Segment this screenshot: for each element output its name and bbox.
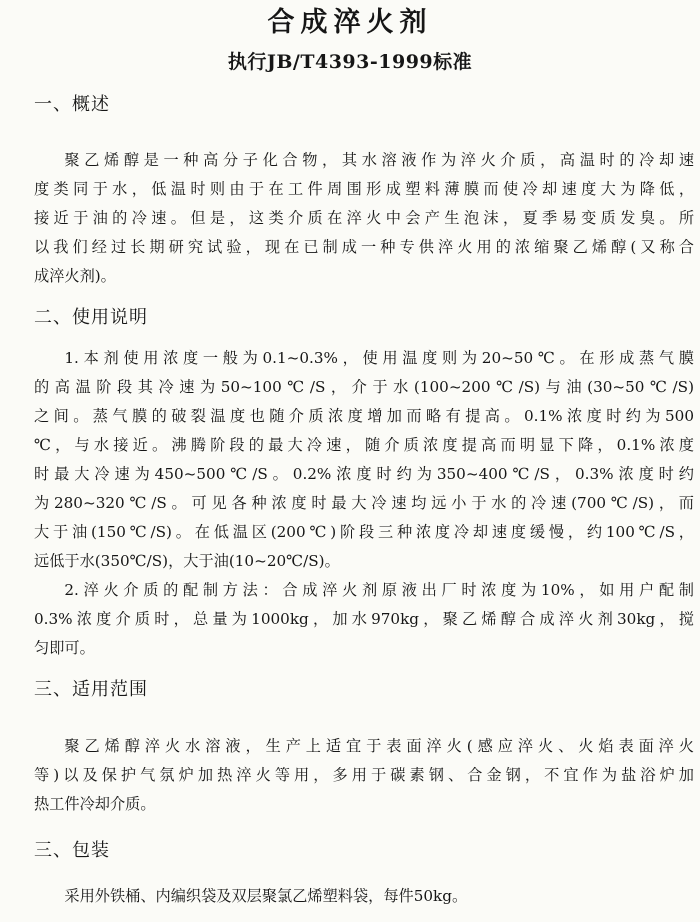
paragraph-line: 2.淬火介质的配制方法：合成淬火剂原液出厂时浓度为10%，如用户配制: [64, 581, 694, 599]
section-body-scope: [34, 732, 694, 819]
paragraph-line: 聚乙烯醇淬火水溶液，生产上适宜于表面淬火(感应淬火、火焰表面淬火: [64, 737, 694, 755]
paragraph-line: 1.本剂使用浓度一般为0.1~0.3%，使用温度则为20~50℃。在形成蒸气膜: [64, 349, 694, 367]
paragraph-line: 等)以及保护气氛炉加热淬火等用，多用于碳素钢、合金钢，不宜作为盐浴炉加: [34, 766, 694, 784]
document-subtitle: 执行JB/T4393-1999标准: [227, 51, 473, 73]
paragraph-line: 聚乙烯醇是一种高分子化合物，其水溶液作为淬火介质，高温时的冷却速: [64, 151, 694, 169]
section-heading-overview: 一、概述: [34, 94, 110, 115]
paragraph-line: 接近于油的冷速。但是，这类介质在淬火中会产生泡沫，夏季易变质发臭。所: [34, 209, 694, 227]
paragraph-line: 成淬火剂)。: [34, 267, 116, 285]
paragraph-line: 大于油(150℃/S)。在低温区(200℃)阶段三种浓度冷却速度缓慢，约100℃/S，: [34, 523, 694, 541]
paragraph-line: ℃，与水接近。沸腾阶段的最大冷速，随介质浓度提高而明显下降，0.1%浓度: [34, 436, 694, 454]
section-body-overview: [34, 146, 694, 291]
section-heading-scope: 三、适用范围: [34, 679, 148, 700]
section-body-packaging: [34, 882, 694, 911]
paragraph-line: 之间。蒸气膜的破裂温度也随介质浓度增加而略有提高。0.1%浓度时约为500: [34, 407, 694, 425]
document-title: 合成淬火剂: [267, 7, 433, 38]
paragraph-line: 为280~320℃/S。可见各种浓度时最大冷速均远小于水的冷速(700℃/S)，而: [34, 494, 694, 512]
section-heading-packaging: 三、包装: [34, 840, 110, 861]
section-body-usage: [34, 344, 694, 663]
paragraph-line: 以我们经过长期研究试验，现在已制成一种专供淬火用的浓缩聚乙烯醇(又称合: [34, 238, 694, 256]
paragraph-line: 时最大冷速为450~500℃/S。0.2%浓度时约为350~400℃/S，0.3%浓度时约: [34, 465, 694, 483]
paragraph-line: 度类同于水，低温时则由于在工件周围形成塑料薄膜而使冷却速度大为降低，: [34, 180, 694, 198]
paragraph-line: 远低于水(350℃/S)，大于油(10~20℃/S)。: [34, 552, 340, 570]
paragraph-line: 匀即可。: [34, 639, 95, 657]
section-heading-usage: 二、使用说明: [34, 307, 148, 328]
paragraph-line: 0.3%浓度介质时，总量为1000kg，加水970kg，聚乙烯醇合成淬火剂30kg，搅: [34, 610, 694, 628]
paragraph-line: 的高温阶段其冷速为50~100℃/S，介于水(100~200℃/S)与油(30~50℃/S): [34, 378, 694, 396]
paragraph-line: 采用外铁桶、内编织袋及双层聚氯乙烯塑料袋，每件50kg。: [64, 887, 468, 905]
paragraph-line: 热工件冷却介质。: [34, 795, 156, 813]
